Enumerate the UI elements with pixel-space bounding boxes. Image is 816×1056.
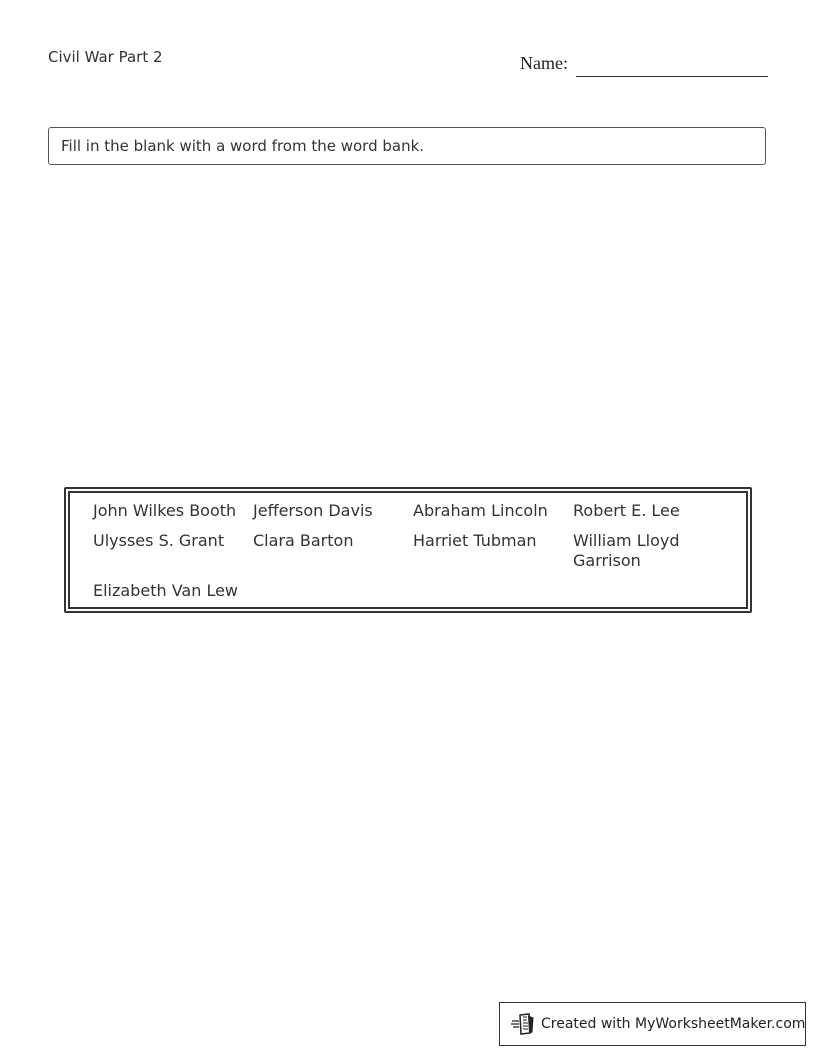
word-bank-item: Clara Barton <box>253 531 354 550</box>
word-bank <box>64 487 752 613</box>
name-label: Name: <box>520 53 568 73</box>
word-bank-item: Abraham Lincoln <box>413 501 548 520</box>
word-bank-item: John Wilkes Booth <box>93 501 237 520</box>
name-line[interactable] <box>576 76 768 77</box>
word-bank-item: Harriet Tubman <box>413 531 537 550</box>
word-bank-item: Ulysses S. Grant <box>93 531 225 550</box>
word-bank-item: Robert E. Lee <box>573 501 680 520</box>
word-bank-item: William Lloyd Garrison <box>573 531 680 570</box>
name-area <box>520 52 768 78</box>
word-bank-item: Jefferson Davis <box>253 501 373 520</box>
worksheet-maker-logo-icon <box>510 1012 536 1036</box>
instructions-text: Fill in the blank with a word from the word bank. <box>61 137 425 155</box>
footer-badge[interactable] <box>499 1002 806 1046</box>
word-bank-item: Elizabeth Van Lew <box>93 581 238 600</box>
footer-text: Created with MyWorksheetMaker.com <box>541 1016 806 1032</box>
worksheet-title: Civil War Part 2 <box>48 48 163 66</box>
instructions-box <box>48 127 766 165</box>
